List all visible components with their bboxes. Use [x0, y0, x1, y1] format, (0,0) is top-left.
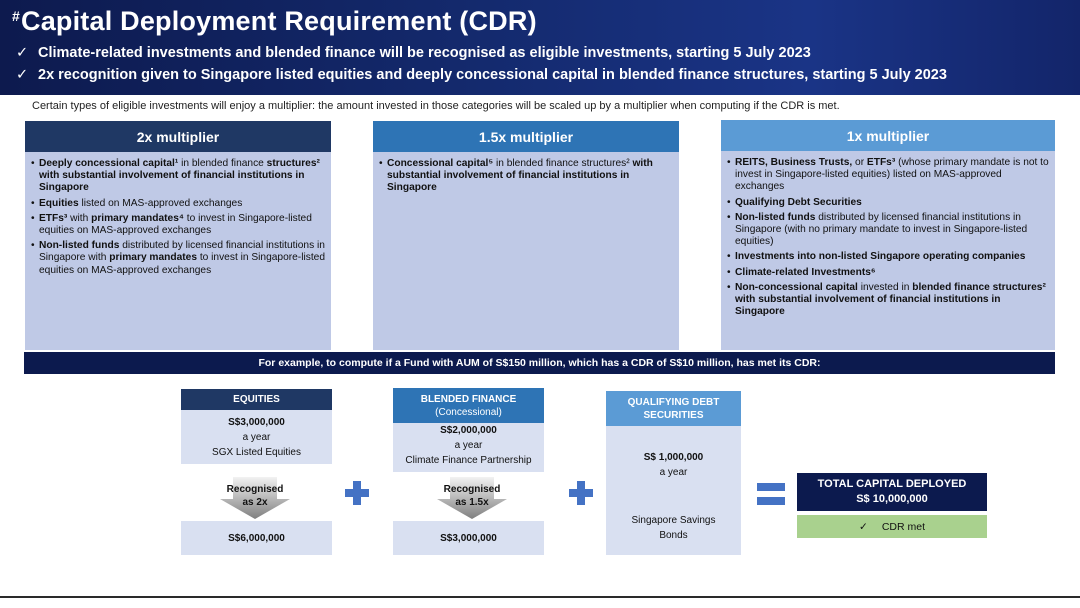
- debt-detail-line2: Bonds: [659, 530, 688, 541]
- equities-detail: SGX Listed Equities: [212, 447, 301, 458]
- column-1x: [721, 120, 1055, 350]
- equities-result: S$6,000,000: [181, 521, 332, 555]
- list-item: • ETFs³ with primary mandates⁴ to invest in Singapore-listed equities on MAS-approved exchanges: [31, 213, 325, 237]
- plus-icon: [345, 481, 369, 505]
- column-title: 1.5x multiplier: [373, 121, 679, 152]
- list-item: • Non-listed funds distributed by licensed financial institutions in Singapore with primary mandates to invest in Singapore-listed equities on MAS-approved exchanges: [31, 240, 325, 277]
- check-icon: ✓: [859, 520, 868, 533]
- list-item: • REITS, Business Trusts, or ETFs³ (whose primary mandate is not to invest in Singapore-listed equities) listed on MAS-approved exchanges: [727, 157, 1049, 194]
- list-item: • Climate-related Investments⁶: [727, 267, 1049, 279]
- check-icon: ✓: [16, 67, 29, 83]
- header-bullet-1: [16, 45, 811, 61]
- column-list: [379, 158, 673, 195]
- equities-title: EQUITIES: [181, 389, 332, 410]
- column-title: 1x multiplier: [721, 120, 1055, 151]
- column-1-5x: [373, 121, 679, 350]
- blended-period: a year: [454, 440, 483, 451]
- equities-amount: S$3,000,000: [228, 417, 285, 428]
- list-item: • Deeply concessional capital¹ in blended finance structures² with substantial involvement of financial institutions in Singapore: [31, 158, 325, 195]
- blended-box: [393, 423, 544, 472]
- column-2x: [25, 121, 331, 350]
- cdr-met-badge: [797, 515, 987, 538]
- debt-box: [606, 426, 741, 555]
- intro-text: Certain types of eligible investments will enjoy a multiplier: the amount invested in those categories will be scaled up by a multiplier when computing if the CDR is met.: [32, 100, 840, 112]
- debt-detail-line1: Singapore Savings: [631, 515, 716, 526]
- plus-icon: [569, 481, 593, 505]
- column-body: [721, 151, 1055, 350]
- title-text: Capital Deployment Requirement (CDR): [21, 6, 537, 36]
- header-bullet-text: Climate-related investments and blended finance will be recognised as eligible investments, starting 5 July 2023: [38, 45, 811, 61]
- cdr-met-label: CDR met: [881, 520, 925, 533]
- debt-period: a year: [659, 467, 688, 478]
- page-title: [12, 6, 537, 37]
- column-body: [373, 152, 679, 350]
- total-box: [797, 473, 987, 511]
- list-item: • Equities listed on MAS-approved exchanges: [31, 198, 325, 210]
- debt-title: QUALIFYING DEBT SECURITIES: [606, 391, 741, 426]
- blended-title: BLENDED FINANCE (Concessional): [393, 388, 544, 423]
- total-value: S$ 10,000,000: [856, 493, 928, 505]
- column-title: 2x multiplier: [25, 121, 331, 152]
- list-item: • Non-concessional capital invested in blended finance structures² with substantial involvement of financial institutions in Singapore: [727, 282, 1049, 319]
- list-item: • Qualifying Debt Securities: [727, 197, 1049, 209]
- list-item: • Investments into non-listed Singapore operating companies: [727, 251, 1049, 263]
- debt-amount: S$ 1,000,000: [643, 452, 704, 463]
- column-list: [31, 158, 325, 277]
- equities-arrow-label: Recognised as 2x: [226, 484, 284, 508]
- blended-detail: Climate Finance Partnership: [405, 455, 532, 466]
- equities-period: a year: [242, 432, 271, 443]
- blended-result: S$3,000,000: [393, 521, 544, 555]
- example-banner: For example, to compute if a Fund with AUM of S$150 million, which has a CDR of S$10 million, has met its CDR:: [24, 352, 1055, 374]
- bottom-divider: [0, 596, 1080, 598]
- equities-box: [181, 410, 332, 464]
- check-icon: ✓: [16, 45, 29, 61]
- equals-icon: [757, 483, 785, 507]
- blended-amount: S$2,000,000: [440, 425, 497, 436]
- blended-arrow-label: Recognised as 1.5x: [443, 484, 501, 508]
- list-item: • Non-listed funds distributed by licensed financial institutions in Singapore (with no primary mandate to invest in Singapore-listed equities): [727, 212, 1049, 249]
- header-banner: [0, 0, 1080, 95]
- header-bullet-2: [16, 67, 947, 83]
- title-mark: #: [12, 8, 20, 24]
- column-list: [727, 157, 1049, 318]
- list-item: • Concessional capital⁵ in blended finance structures² with substantial involvement of financial institutions in Singapore: [379, 158, 673, 195]
- total-label: TOTAL CAPITAL DEPLOYED: [817, 478, 967, 490]
- column-body: [25, 152, 331, 350]
- header-bullet-text: 2x recognition given to Singapore listed equities and deeply concessional capital in blended finance structures, starting 5 July 2023: [38, 67, 947, 83]
